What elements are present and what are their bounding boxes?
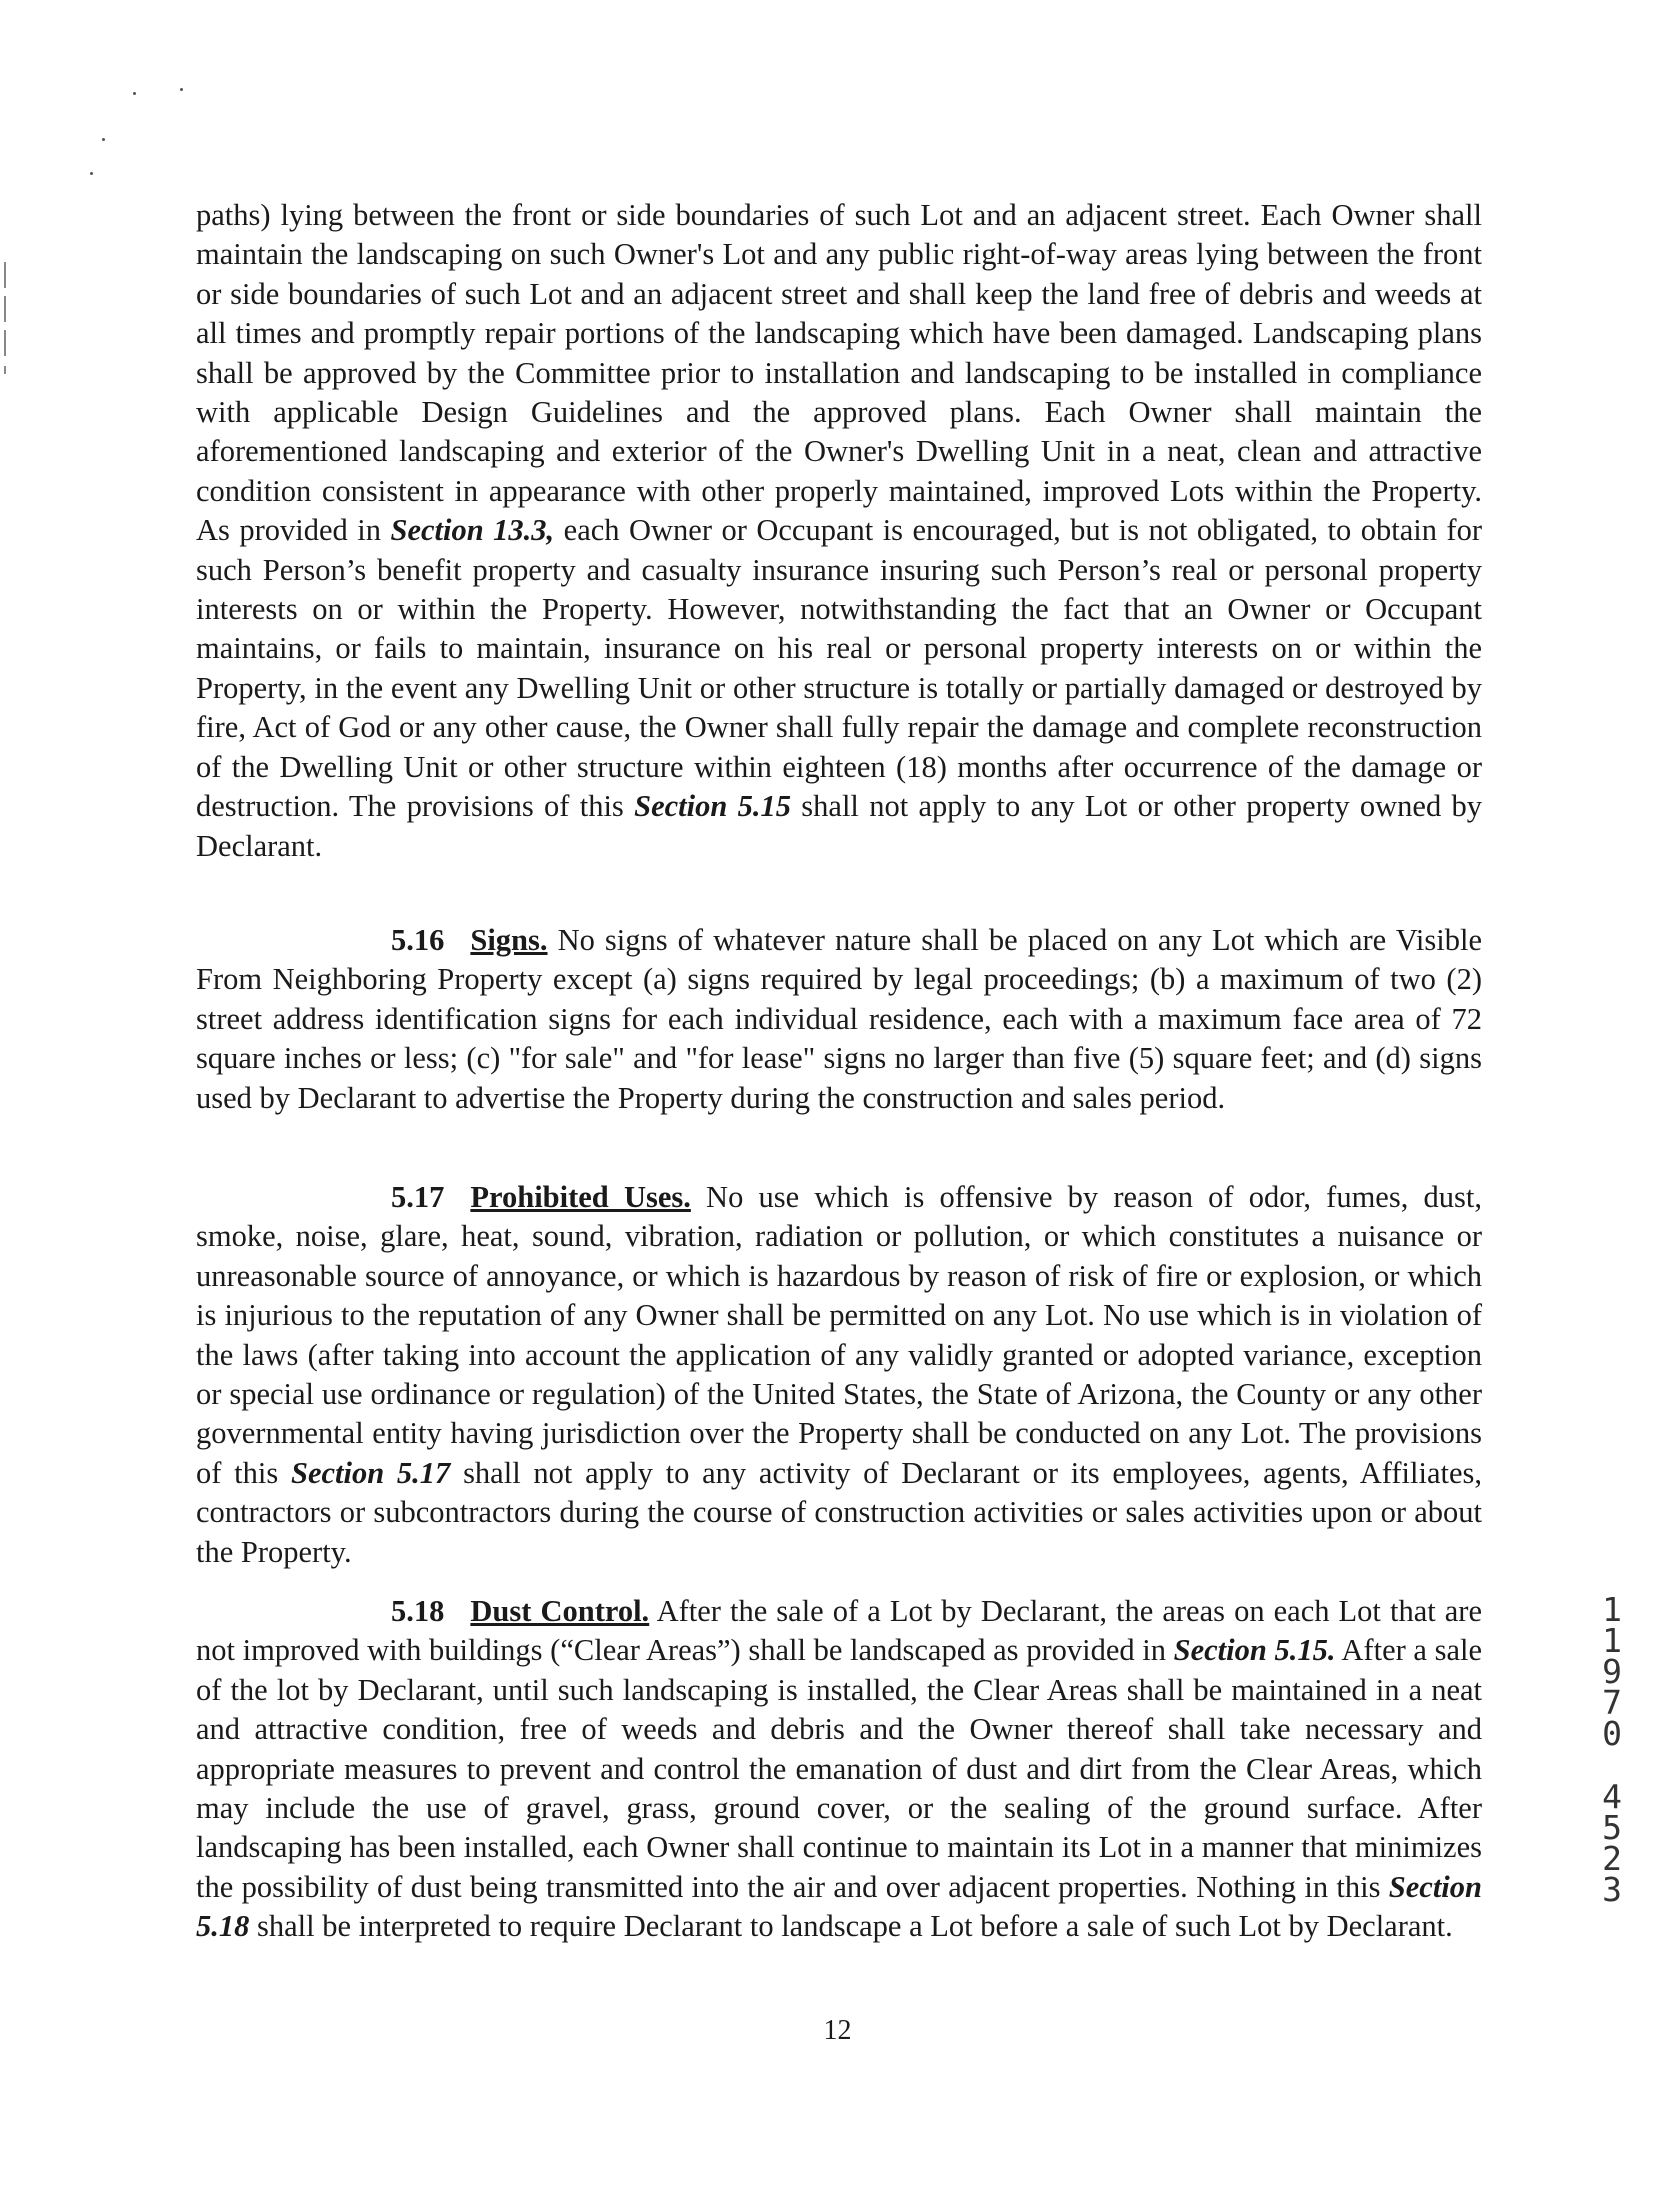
section-text: shall not apply to any activity of Declarant or its employees, agents, Affiliates, contractors or subcontractors during the course of construction activities or sales activities upon or about the Property. — [196, 1455, 1482, 1569]
recording-digit: 3 — [1602, 1870, 1622, 1909]
page-number: 12 — [823, 2015, 852, 2046]
binder-mark — [4, 366, 6, 374]
section-reference: Section 5.15. — [1173, 1633, 1336, 1668]
section-text: No signs of whatever nature shall be placed on any Lot which are Visible From Neighboring Property except (a) signs required by legal proceedings; (b) a maximum of two (2) street address identification signs for each individual residence, each with a maximum face area of 72 square inches or less; (c) "for sale" and "for lease" signs no larger than five (5) square feet; and (d) signs used by Declarant to advertise the Property during the construction and sales period. — [196, 923, 1482, 1115]
scan-speck — [90, 172, 93, 175]
section-5-18 — [196, 1592, 1482, 1947]
section-heading: Prohibited Uses. — [470, 1180, 691, 1214]
recording-digit: 0 — [1602, 1714, 1622, 1753]
scan-speck — [133, 92, 136, 95]
binder-mark — [4, 296, 6, 322]
binder-mark — [4, 262, 6, 288]
section-text: After the sale of a Lot by Declarant, the areas on each Lot that are not improved with buildings (“Clear Areas”) shall be landscaped as provided in — [196, 1594, 1482, 1668]
section-number: 5.18 — [391, 1594, 445, 1628]
section-reference: Section 13.3, — [390, 513, 555, 548]
paragraph-text: each Owner or Occupant is encouraged, but is not obligated, to obtain for such Person’s benefit property and casualty insurance insuring such Person’s real or personal property interests on or within the Property. However, notwithstanding the fact that an Owner or Occupant maintains, or fails to maintain, insurance on his real or personal property interests on or within the Property, in the event any Dwelling Unit or other structure is totally or partially damaged or destroyed by fire, Act of God or any other cause, the Owner shall fully repair the damage and complete reconstruction of the Dwelling Unit or other structure within eighteen (18) months after occurrence of the damage or destruction. The provisions of this — [196, 513, 1482, 824]
recording-digit: 2 — [1602, 1839, 1622, 1878]
recording-digit: 4 — [1602, 1777, 1622, 1816]
section-text: After a sale of the lot by Declarant, until such landscaping is installed, the Clear Areas shall be maintained in a neat and attractive condition, free of weeds and debris and the Owner thereof shall take necessary and appropriate measures to prevent and control the emanation of dust and dirt from the Clear Areas, which may include the use of gravel, grass, ground cover, or the sealing of the ground surface. After landscaping has been installed, each Owner shall continue to maintain its Lot in a manner that minimizes the possibility of dust being transmitted into the air and over adjacent properties. Nothing in this — [196, 1633, 1482, 1904]
paragraph-text: shall not apply to any Lot or other property owned by Declarant. — [196, 789, 1483, 863]
section-text: No use which is offensive by reason of odor, fumes, dust, smoke, noise, glare, heat, sound, vibration, radiation or pollution, or which constitutes a nuisance or unreasonable source of annoyance, or which is hazardous by reason of risk of fire or explosion, or which is injurious to the reputation of any Owner shall be permitted on any Lot. No use which is in violation of the laws (after taking into account the application of any validly granted or adopted variance, exception or special use ordinance or regulation) of the United States, the State of Arizona, the County or any other governmental entity having jurisdiction over the Property shall be conducted on any Lot. The provisions of this — [196, 1180, 1482, 1490]
scan-speck — [102, 138, 105, 141]
recording-number — [1598, 1590, 1626, 1909]
section-reference: Section 5.15 — [634, 789, 791, 824]
continued-paragraph — [196, 196, 1482, 866]
section-heading: Dust Control. — [470, 1594, 650, 1628]
recording-digit: 1 — [1602, 1590, 1622, 1629]
section-number: 5.17 — [391, 1180, 445, 1214]
section-5-17 — [196, 1178, 1482, 1572]
section-text: shall be interpreted to require Declarant to landscape a Lot before a sale of such Lot by Declarant. — [249, 1909, 1453, 1944]
section-5-16 — [196, 921, 1482, 1118]
paragraph-text: paths) lying between the front or side boundaries of such Lot and an adjacent street. Each Owner shall maintain the landscaping on such Owner's Lot and any public right-of-way areas lying between the front or side boundaries of such Lot and an adjacent street and shall keep the land free of debris and weeds at all times and promptly repair portions of the landscaping which have been damaged. Landscaping plans shall be approved by the Committee prior to installation and landscaping to be installed in compliance with applicable Design Guidelines and the approved plans. Each Owner shall maintain the aforementioned landscaping and exterior of the Owner's Dwelling Unit in a neat, clean and attractive condition consistent in appearance with other properly maintained, improved Lots within the Property. As provided in — [196, 198, 1482, 548]
recording-digit: 1 — [1602, 1621, 1622, 1660]
section-reference: Section 5.17 — [290, 1455, 451, 1490]
recording-digit: 5 — [1602, 1808, 1622, 1847]
section-reference: Section 5.18 — [196, 1869, 1482, 1944]
section-number: 5.16 — [391, 923, 445, 957]
scan-speck — [180, 88, 183, 91]
recording-digit: 7 — [1602, 1683, 1622, 1722]
section-heading: Signs. — [470, 923, 548, 957]
recording-digit: 9 — [1602, 1652, 1622, 1691]
binder-mark — [4, 330, 6, 356]
